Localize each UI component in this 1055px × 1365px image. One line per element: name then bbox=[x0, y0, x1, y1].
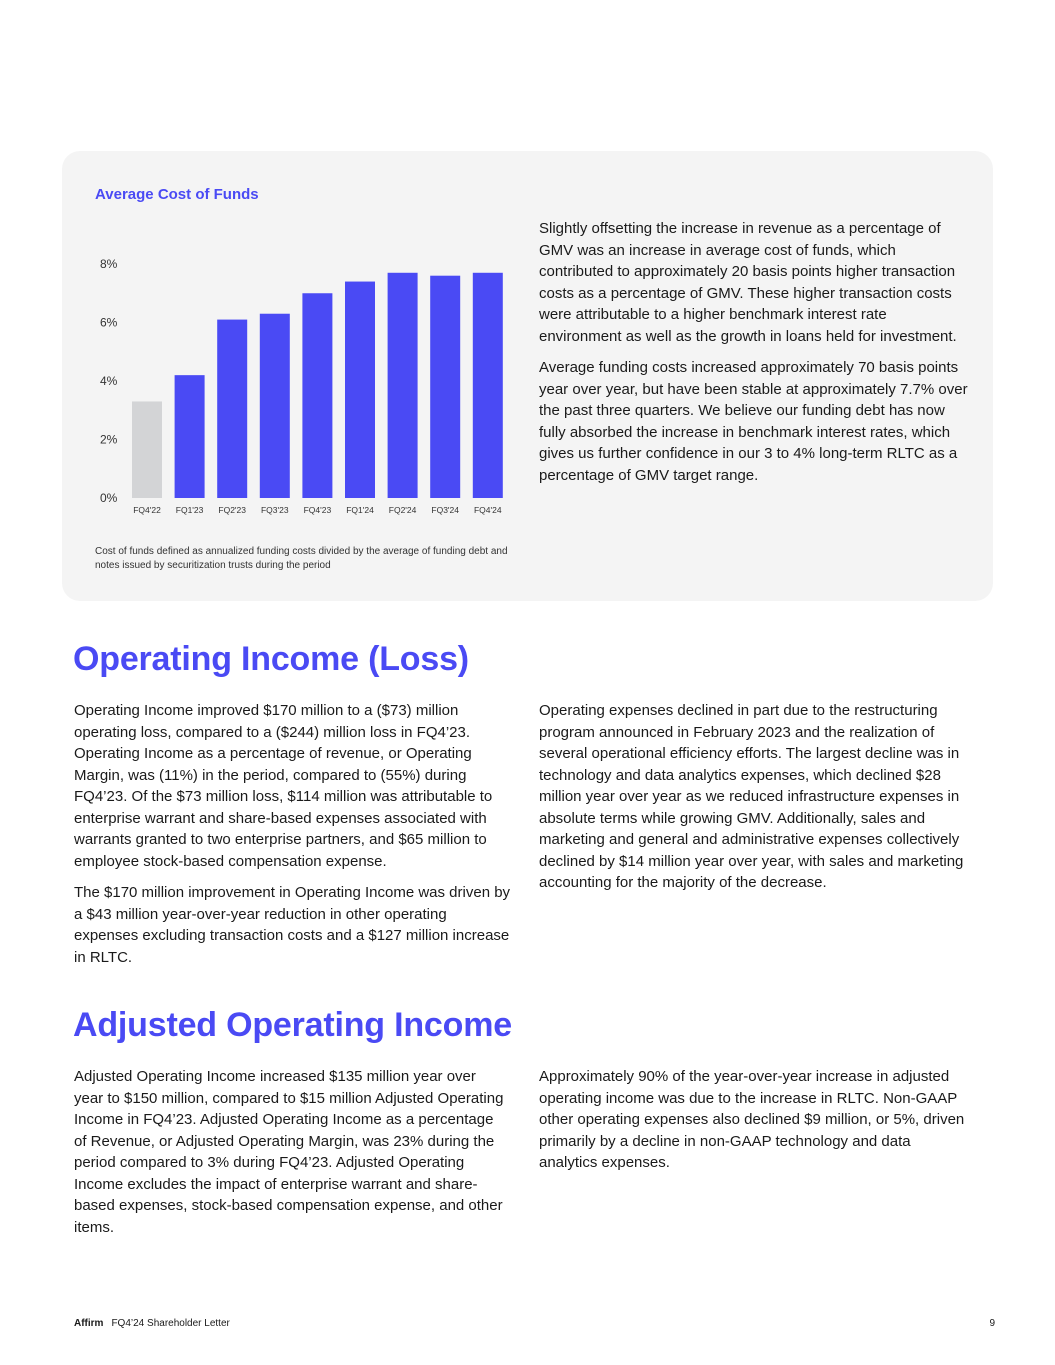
chart-title: Average Cost of Funds bbox=[95, 186, 259, 203]
paragraph: Slightly offsetting the increase in revenue as a percentage of GMV was an increase in average cost of funds, which contributed to approximately 20 basis points higher transaction costs as a percentage of GMV. These higher transaction costs were attributable to a higher benchmark interest rate environment as well as the growth in loans held for investment. bbox=[539, 220, 957, 345]
bar bbox=[217, 320, 247, 498]
y-tick-label: 4% bbox=[100, 374, 118, 388]
paragraph: Operating expenses declined in part due to the restructuring program announced in February 2023 and the realization of several operational efficiency efforts. The largest decline was in technology and data analytics expenses, which declined $28 million year over year as we reduced infrastructure expenses in absolute terms while growing GMV. Additionally, sales and marketing and general and administrative expenses collectively declined by $14 million year over year, with sales and marketing accounting for the majority of the decrease. bbox=[539, 702, 964, 891]
x-tick-label: FQ3'23 bbox=[260, 505, 289, 515]
x-tick-label: FQ2'23 bbox=[218, 505, 247, 515]
adjusted-operating-income-left-column bbox=[74, 1066, 504, 1248]
adjusted-operating-income-right-column bbox=[539, 1066, 969, 1184]
footer bbox=[74, 1318, 230, 1329]
paragraph: The $170 million improvement in Operating Income was driven by a $43 million year-over-year reduction in other operating expenses excluding transaction costs and a $127 million increase in RLTC. bbox=[74, 884, 511, 966]
x-tick-label: FQ4'24 bbox=[473, 505, 502, 515]
footer-doc-title: FQ4’24 Shareholder Letter bbox=[111, 1318, 230, 1329]
adjusted-operating-income-heading: Adjusted Operating Income bbox=[73, 1006, 512, 1044]
operating-income-left-column bbox=[74, 700, 514, 978]
chart-footnote: Cost of funds defined as annualized funding costs divided by the average of funding debt and notes issued by securitization trusts during the period bbox=[95, 546, 508, 571]
bar bbox=[473, 273, 503, 498]
operating-income-right-column bbox=[539, 700, 971, 904]
chart-commentary bbox=[539, 218, 969, 496]
x-tick-label: FQ4'22 bbox=[133, 505, 161, 515]
bar bbox=[345, 282, 375, 498]
x-tick-label: FQ4'23 bbox=[303, 505, 332, 515]
y-tick-label: 6% bbox=[100, 315, 118, 330]
footer-brand: Affirm bbox=[74, 1318, 104, 1329]
bar bbox=[260, 314, 290, 498]
x-tick-label: FQ2'24 bbox=[388, 505, 417, 515]
paragraph: Adjusted Operating Income increased $135 million year over year to $150 million, compared to $15 million Adjusted Operating Income in FQ4’23. Adjusted Operating Income as a percentage of Revenue, or Adjusted Operating Margin, was 23% during the period compared to 3% during FQ4’23. Adjusted Operating Income excludes the impact of enterprise warrant and share-based expenses, stock-based compensation expense, and other items. bbox=[74, 1068, 504, 1236]
y-tick-label: 2% bbox=[100, 432, 118, 447]
bar bbox=[175, 375, 205, 498]
bar bbox=[302, 293, 332, 498]
page-number: 9 bbox=[989, 1318, 995, 1329]
paragraph: Operating Income improved $170 million to a ($73) million operating loss, compared to a ($244) million loss in FQ4’23. Operating Income as a percentage of revenue, or Operating Margin, was (11%) in the period, compared to (55%) during FQ4’23. Of the $73 million loss, $114 million was attributable to enterprise warrant and share-based expenses associated with warrants granted to two enterprise partners, and $65 million to employee stock-based compensation expense. bbox=[74, 702, 493, 870]
x-tick-label: FQ1'24 bbox=[346, 505, 374, 515]
bar bbox=[430, 276, 460, 498]
x-tick-label: FQ3'24 bbox=[431, 505, 460, 515]
paragraph: Approximately 90% of the year-over-year increase in adjusted operating income was due to the increase in RLTC. Non-GAAP other operating expenses also declined $9 million, or 5%, driven primarily by a decline in non-GAAP technology and data analytics expenses. bbox=[539, 1068, 965, 1171]
average-cost-of-funds-chart bbox=[90, 250, 520, 530]
operating-income-heading: Operating Income (Loss) bbox=[73, 640, 469, 678]
paragraph: Average funding costs increased approximately 70 basis points year over year, but have been stable at approximately 7.7% over the past three quarters. We believe our funding debt has now fully absorbed the increase in benchmark interest rates, which gives us further confidence in our 3 to 4% long-term RLTC as a percentage of GMV target range. bbox=[539, 359, 968, 484]
y-tick-label: 8% bbox=[100, 257, 118, 271]
bar bbox=[388, 273, 418, 498]
x-tick-label: FQ1'23 bbox=[175, 505, 204, 515]
y-tick-label: 0% bbox=[100, 491, 118, 505]
bar bbox=[132, 401, 162, 498]
